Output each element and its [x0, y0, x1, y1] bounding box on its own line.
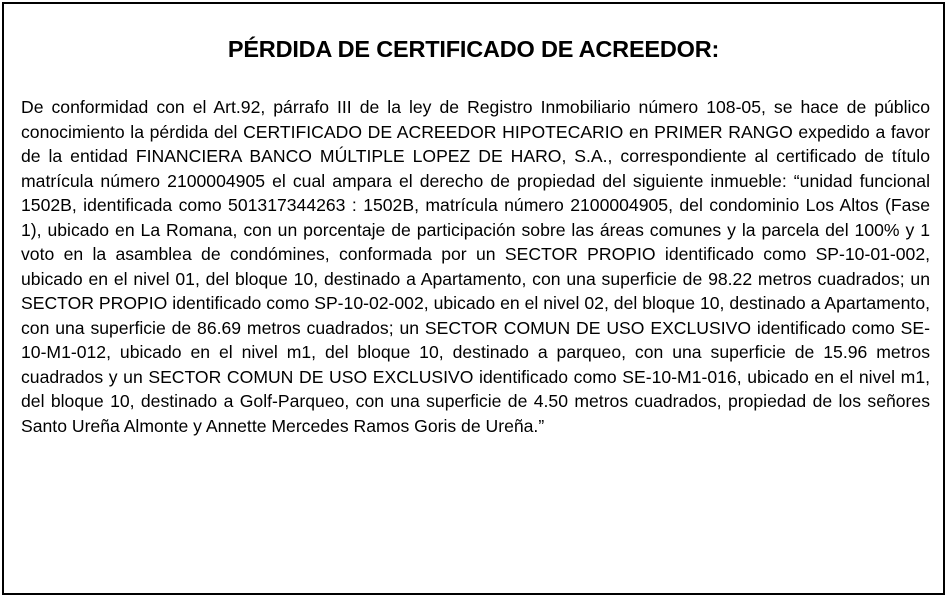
- notice-title: PÉRDIDA DE CERTIFICADO DE ACREEDOR:: [227, 36, 720, 62]
- notice-frame: [2, 2, 945, 595]
- notice-body: De conformidad con el Art.92, párrafo III de la ley de Registro Inmobiliario número 108-05, se hace de público conocimiento la pérdida del CERTIFICADO DE ACREEDOR HIPOTECARIO en PRIMER RANGO expedido a favor de la entidad FINANCIERA BANCO MÚLTIPLE LOPEZ DE HARO, S.A., correspondiente al certificado de título matrícula número 2100004905 el cual ampara el derecho de propiedad del siguiente inmueble: “unidad funcional 1502B, identificada como 501317344263 : 1502B, matrícula número 2100004905, del condominio Los Altos (Fase 1), ubicado en La Romana, con un porcentaje de participación sobre las áreas comunes y la parcela del 100% y 1 voto en la asamblea de condómines, conformada por un SECTOR PROPIO identificado como SP-10-01-002, ubicado en el nivel 01, del bloque 10, destinado a Apartamento, con una superficie de 98.22 metros cuadrados; un SECTOR PROPIO identificado como SP-10-02-002, ubicado en el nivel 02, del bloque 10, destinado a Apartamento, con una superficie de 86.69 metros cuadrados; un SECTOR COMUN DE USO EXCLUSIVO identificado como SE-10-M1-012, ubicado en el nivel m1, del bloque 10, destinado a parqueo, con una superficie de 15.96 metros cuadrados y un SECTOR COMUN DE USO EXCLUSIVO identificado como SE-10-M1-016, ubicado en el nivel m1, del bloque 10, destinado a Golf-Parqueo, con una superficie de 4.50 metros cuadrados, propiedad de los señores Santo Ureña Almonte y Annette Mercedes Ramos Goris de Ureña.”: [21, 97, 930, 436]
